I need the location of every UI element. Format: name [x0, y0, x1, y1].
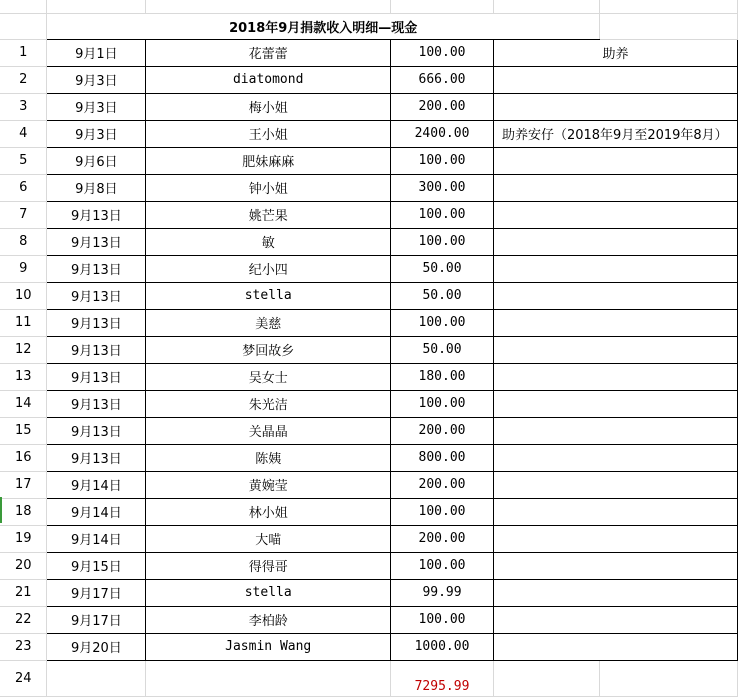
- amount-cell[interactable]: 100.00: [391, 552, 494, 579]
- table-row: [0, 228, 738, 255]
- date-cell[interactable]: 9月3日: [47, 66, 146, 93]
- note-cell[interactable]: [493, 525, 737, 552]
- table-row: [0, 255, 738, 282]
- amount-cell[interactable]: 100.00: [391, 498, 494, 525]
- row-number[interactable]: 9: [0, 255, 47, 282]
- amount-cell[interactable]: 50.00: [391, 255, 494, 282]
- table-row: [0, 525, 738, 552]
- donor-name-cell[interactable]: 纪小四: [146, 255, 391, 282]
- sheet-top-row: [0, 0, 738, 13]
- donor-name-cell[interactable]: 美慈: [146, 309, 391, 336]
- amount-cell[interactable]: 50.00: [391, 336, 494, 363]
- total-row: [0, 660, 738, 696]
- table-row: [0, 174, 738, 201]
- donor-name-cell[interactable]: 梅小姐: [146, 93, 391, 120]
- donor-name-cell[interactable]: 钟小姐: [146, 174, 391, 201]
- date-cell[interactable]: 9月17日: [47, 606, 146, 633]
- cell[interactable]: [0, 0, 47, 13]
- amount-cell[interactable]: 50.00: [391, 282, 494, 309]
- table-row: [0, 552, 738, 579]
- table-row: [0, 417, 738, 444]
- donor-name-cell[interactable]: 梦回故乡: [146, 336, 391, 363]
- date-cell[interactable]: 9月13日: [47, 201, 146, 228]
- table-row: [0, 498, 738, 525]
- row-number[interactable]: 7: [0, 201, 47, 228]
- donor-name-cell[interactable]: 关晶晶: [146, 417, 391, 444]
- date-cell[interactable]: 9月20日: [47, 633, 146, 660]
- donor-name-cell[interactable]: 姚芒果: [146, 201, 391, 228]
- row-number[interactable]: 17: [0, 471, 47, 498]
- row-number[interactable]: 15: [0, 417, 47, 444]
- cell[interactable]: [146, 0, 391, 13]
- date-cell[interactable]: 9月13日: [47, 228, 146, 255]
- row-number[interactable]: 2: [0, 66, 47, 93]
- row-number[interactable]: 13: [0, 363, 47, 390]
- donor-name-cell[interactable]: 花蕾蕾: [146, 39, 391, 66]
- sheet-title[interactable]: 2018年9月捐款收入明细—现金: [47, 13, 600, 39]
- note-cell[interactable]: [493, 66, 737, 93]
- amount-cell[interactable]: 100.00: [391, 39, 494, 66]
- note-cell[interactable]: [493, 255, 737, 282]
- note-cell[interactable]: [493, 579, 737, 606]
- row-number[interactable]: 21: [0, 579, 47, 606]
- donor-name-cell[interactable]: 朱光洁: [146, 390, 391, 417]
- row-number[interactable]: 5: [0, 147, 47, 174]
- amount-cell[interactable]: 2400.00: [391, 120, 494, 147]
- table-row: [0, 120, 738, 147]
- row-number[interactable]: 12: [0, 336, 47, 363]
- note-cell[interactable]: [493, 201, 737, 228]
- row-number[interactable]: 3: [0, 93, 47, 120]
- donor-name-cell[interactable]: 吴女士: [146, 363, 391, 390]
- table-row: [0, 363, 738, 390]
- row-number[interactable]: 16: [0, 444, 47, 471]
- note-cell[interactable]: [493, 363, 737, 390]
- amount-cell[interactable]: 300.00: [391, 174, 494, 201]
- row-number[interactable]: 4: [0, 120, 47, 147]
- date-cell[interactable]: 9月13日: [47, 390, 146, 417]
- row-number[interactable]: 6: [0, 174, 47, 201]
- donor-name-cell[interactable]: Jasmin Wang: [146, 633, 391, 660]
- table-row: [0, 471, 738, 498]
- table-row: [0, 606, 738, 633]
- table-row: [0, 390, 738, 417]
- note-cell[interactable]: [493, 444, 737, 471]
- date-cell[interactable]: 9月15日: [47, 552, 146, 579]
- cell[interactable]: [47, 0, 146, 13]
- date-cell[interactable]: 9月14日: [47, 471, 146, 498]
- donor-name-cell[interactable]: 林小姐: [146, 498, 391, 525]
- amount-cell[interactable]: 200.00: [391, 525, 494, 552]
- row-number[interactable]: 24: [0, 660, 47, 696]
- donor-name-cell[interactable]: stella: [146, 579, 391, 606]
- table-row: [0, 309, 738, 336]
- row-number[interactable]: 8: [0, 228, 47, 255]
- date-cell[interactable]: 9月8日: [47, 174, 146, 201]
- row-number[interactable]: 11: [0, 309, 47, 336]
- active-row-marker: [0, 497, 2, 523]
- note-cell[interactable]: 助养: [493, 39, 737, 66]
- row-number[interactable]: 10: [0, 282, 47, 309]
- note-cell[interactable]: [493, 633, 737, 660]
- amount-cell[interactable]: 100.00: [391, 201, 494, 228]
- date-cell[interactable]: 9月1日: [47, 39, 146, 66]
- donor-name-cell[interactable]: 陈姨: [146, 444, 391, 471]
- table-row: [0, 66, 738, 93]
- date-cell[interactable]: 9月13日: [47, 282, 146, 309]
- note-cell[interactable]: [493, 471, 737, 498]
- note-cell[interactable]: [493, 174, 737, 201]
- note-cell[interactable]: [493, 147, 737, 174]
- table-row: [0, 147, 738, 174]
- amount-cell[interactable]: 100.00: [391, 606, 494, 633]
- table-row: [0, 201, 738, 228]
- row-number[interactable]: 19: [0, 525, 47, 552]
- table-row: [0, 579, 738, 606]
- date-cell[interactable]: 9月14日: [47, 498, 146, 525]
- cell[interactable]: [493, 660, 599, 696]
- cell[interactable]: [146, 660, 391, 696]
- cell[interactable]: [47, 660, 146, 696]
- date-cell[interactable]: 9月13日: [47, 255, 146, 282]
- row-number[interactable]: 23: [0, 633, 47, 660]
- date-cell[interactable]: 9月13日: [47, 336, 146, 363]
- date-cell[interactable]: 9月3日: [47, 120, 146, 147]
- amount-cell[interactable]: 99.99: [391, 579, 494, 606]
- note-cell[interactable]: [493, 336, 737, 363]
- amount-cell[interactable]: 100.00: [391, 147, 494, 174]
- note-cell[interactable]: [493, 552, 737, 579]
- note-cell[interactable]: [493, 606, 737, 633]
- table-row: [0, 633, 738, 660]
- date-cell[interactable]: 9月6日: [47, 147, 146, 174]
- cell[interactable]: [599, 660, 737, 696]
- date-cell[interactable]: 9月13日: [47, 309, 146, 336]
- amount-cell[interactable]: 100.00: [391, 309, 494, 336]
- table-row: [0, 93, 738, 120]
- amount-cell[interactable]: 200.00: [391, 417, 494, 444]
- amount-cell[interactable]: 100.00: [391, 228, 494, 255]
- cell[interactable]: [493, 0, 599, 13]
- note-cell[interactable]: [493, 309, 737, 336]
- table-row: [0, 444, 738, 471]
- cell[interactable]: [0, 13, 47, 39]
- donor-name-cell[interactable]: 黄婉莹: [146, 471, 391, 498]
- donor-name-cell[interactable]: stella: [146, 282, 391, 309]
- date-cell[interactable]: 9月3日: [47, 93, 146, 120]
- amount-cell[interactable]: 200.00: [391, 93, 494, 120]
- donor-name-cell[interactable]: 王小姐: [146, 120, 391, 147]
- amount-cell[interactable]: 180.00: [391, 363, 494, 390]
- cell[interactable]: [599, 13, 737, 39]
- note-cell[interactable]: [493, 93, 737, 120]
- note-cell[interactable]: [493, 282, 737, 309]
- amount-cell[interactable]: 1000.00: [391, 633, 494, 660]
- amount-cell[interactable]: 800.00: [391, 444, 494, 471]
- title-row: [0, 13, 738, 39]
- date-cell[interactable]: 9月14日: [47, 525, 146, 552]
- total-amount-cell[interactable]: 7295.99: [391, 660, 494, 696]
- table-row: [0, 282, 738, 309]
- donor-name-cell[interactable]: 得得哥: [146, 552, 391, 579]
- donor-name-cell[interactable]: 肥妹麻麻: [146, 147, 391, 174]
- note-cell[interactable]: [493, 390, 737, 417]
- cell[interactable]: [599, 0, 737, 13]
- note-cell[interactable]: [493, 228, 737, 255]
- date-cell[interactable]: 9月13日: [47, 444, 146, 471]
- note-cell[interactable]: [493, 498, 737, 525]
- note-cell[interactable]: 助养安仔（2018年9月至2019年8月）: [493, 120, 737, 147]
- amount-cell[interactable]: 666.00: [391, 66, 494, 93]
- cell[interactable]: [391, 0, 494, 13]
- date-cell[interactable]: 9月17日: [47, 579, 146, 606]
- row-number[interactable]: 18: [0, 498, 47, 525]
- donor-name-cell[interactable]: 敏: [146, 228, 391, 255]
- note-cell[interactable]: [493, 417, 737, 444]
- table-row: [0, 39, 738, 66]
- amount-cell[interactable]: 100.00: [391, 390, 494, 417]
- amount-cell[interactable]: 200.00: [391, 471, 494, 498]
- row-number[interactable]: 20: [0, 552, 47, 579]
- donor-name-cell[interactable]: 大喵: [146, 525, 391, 552]
- donor-name-cell[interactable]: 李柏龄: [146, 606, 391, 633]
- table-row: [0, 336, 738, 363]
- row-number[interactable]: 22: [0, 606, 47, 633]
- donor-name-cell[interactable]: diatomond: [146, 66, 391, 93]
- date-cell[interactable]: 9月13日: [47, 363, 146, 390]
- row-number[interactable]: 1: [0, 39, 47, 66]
- row-number[interactable]: 14: [0, 390, 47, 417]
- date-cell[interactable]: 9月13日: [47, 417, 146, 444]
